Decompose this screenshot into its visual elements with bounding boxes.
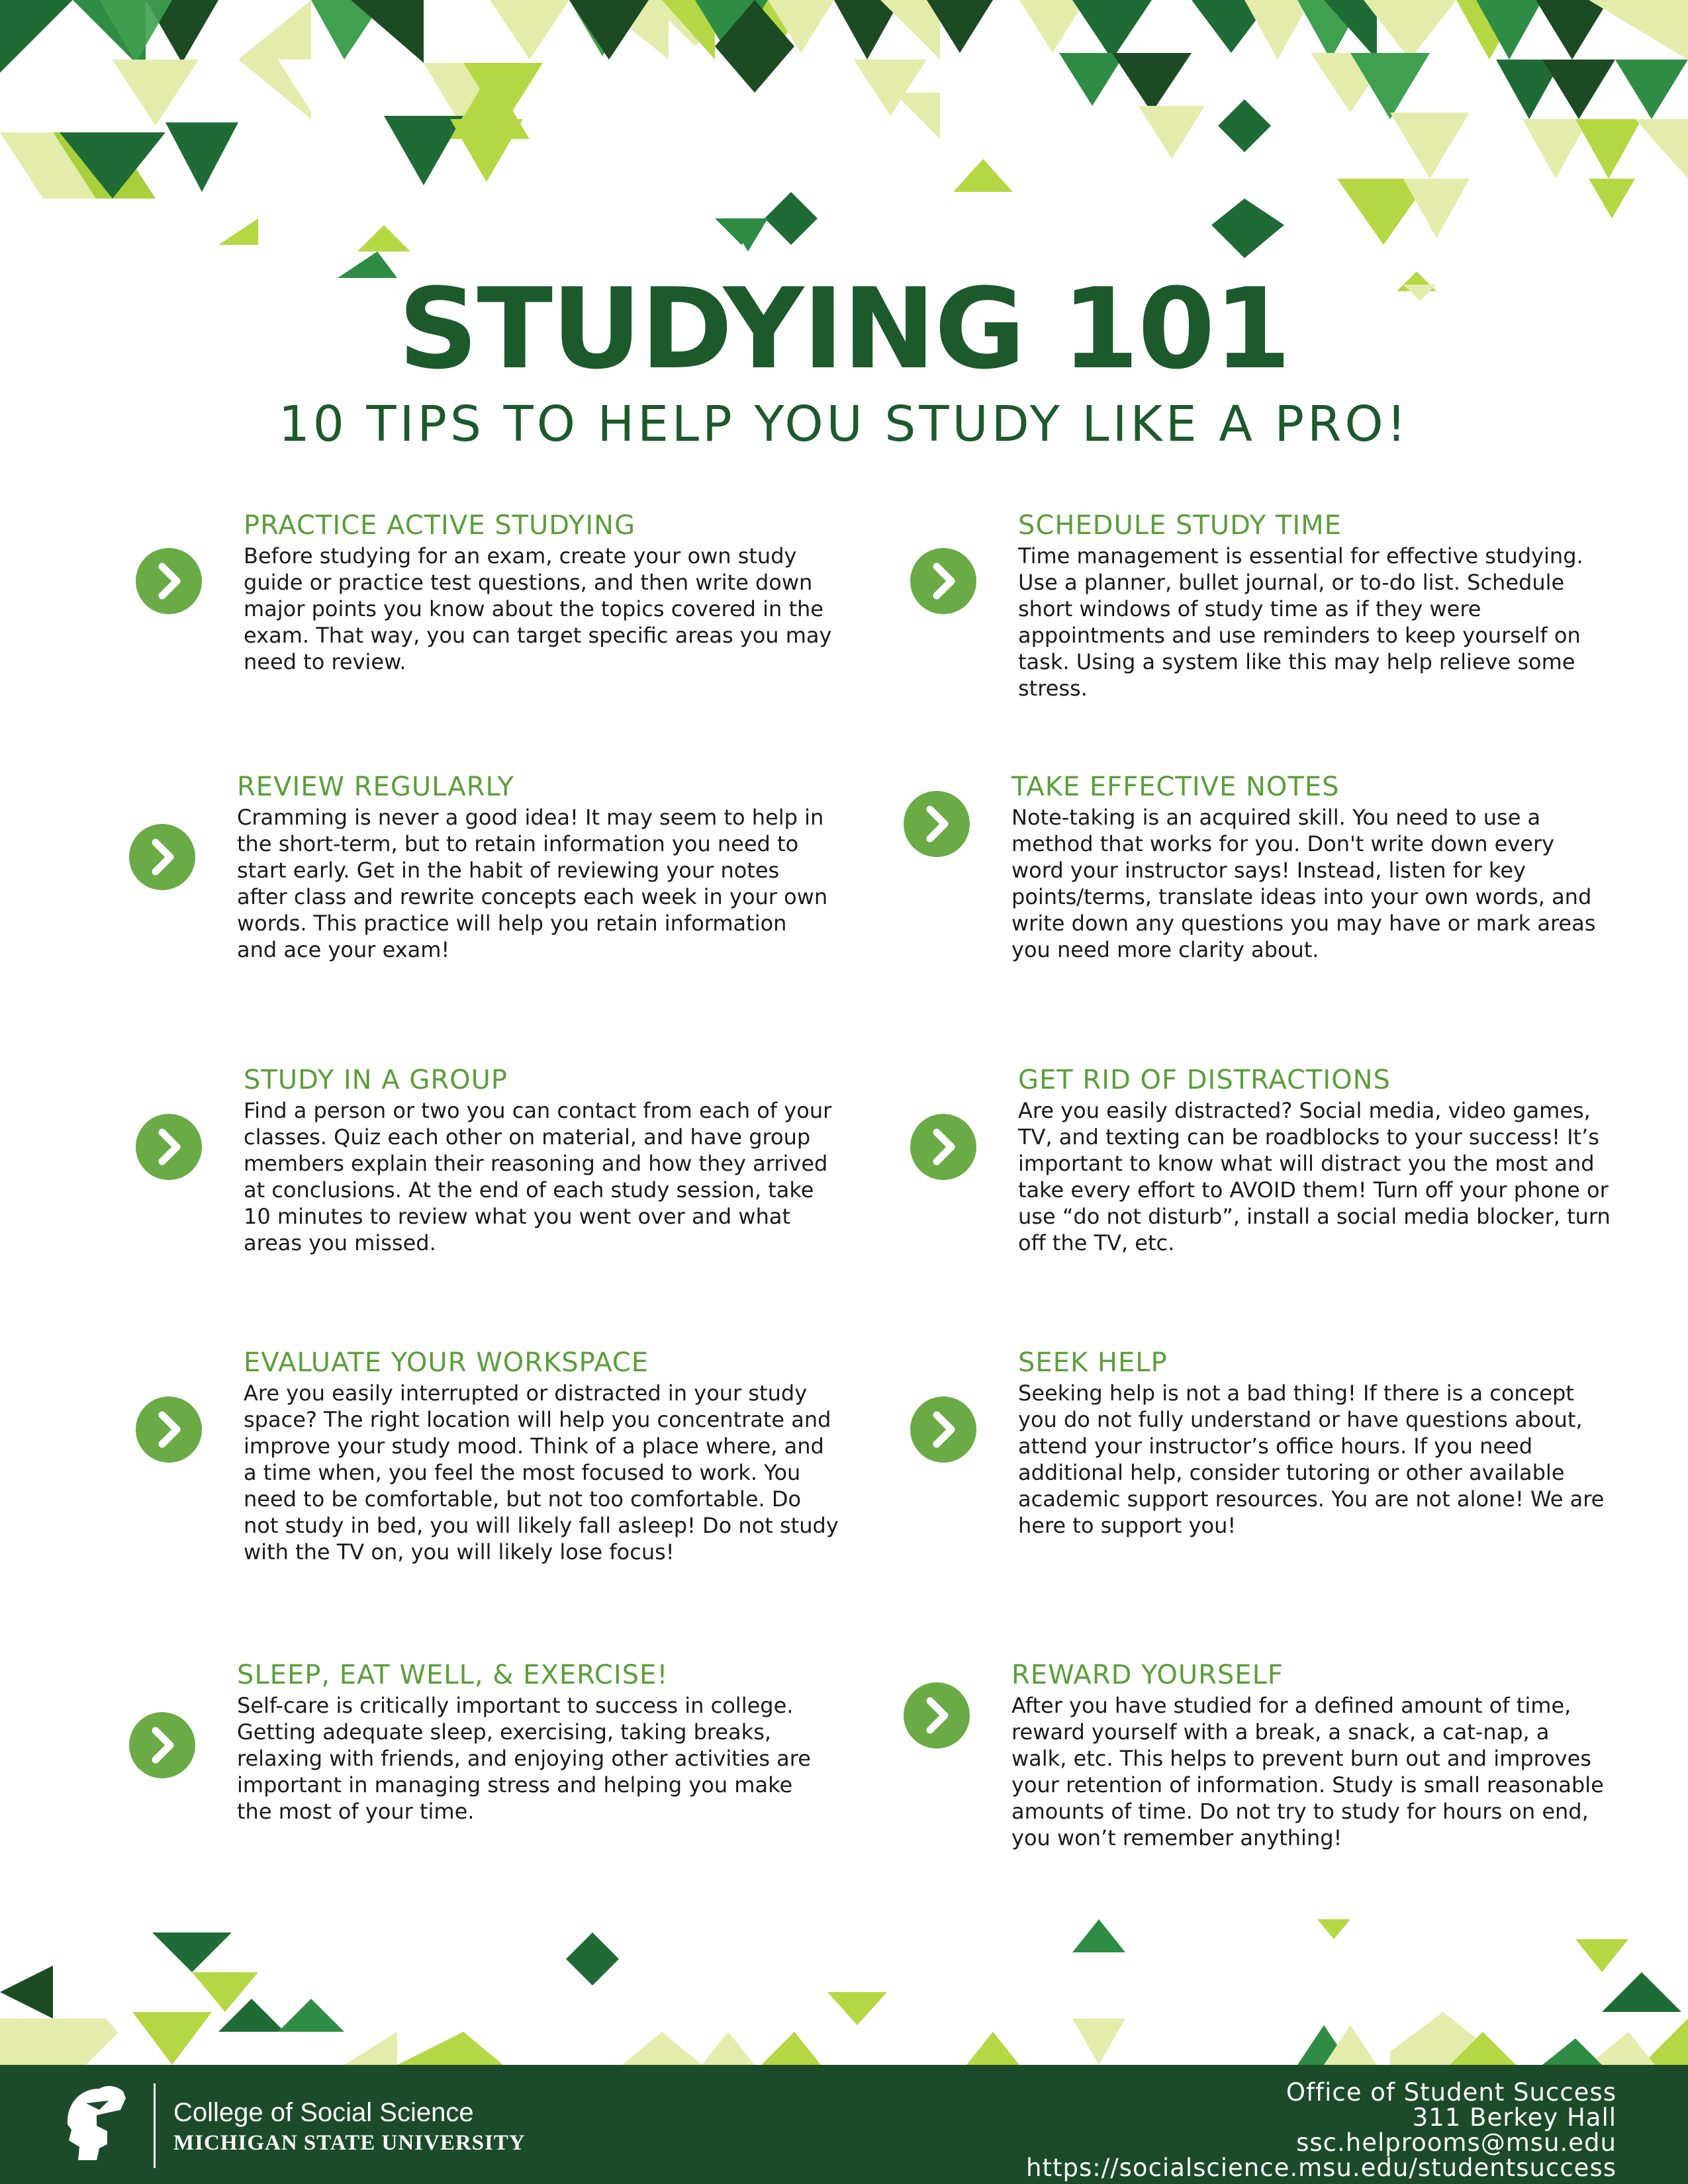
bottom-geometric-pattern (0, 1919, 1688, 2065)
office-name: Office of Student Success (1286, 2078, 1617, 2107)
tip-body: Are you easily interrupted or distracted in your study space? The right location will help you concentrate and improve your study mood. Think of a place where, and a time when, you feel the most focused to work. You need to be comfortable, but not too comfortable. Do not study in bed, you will likely fall asleep! Do not study with the TV on, you will likely lose focus! (244, 1381, 839, 1565)
tip-body: After you have studied for a defined amount of time, reward yourself with a break, a snack, a cat-nap, a walk, etc. This helps to prevent burn out and improves your retention of information. Study is small reasonable amounts of time. Do not try to study for hours on end, you won’t remember anything! (1011, 1693, 1604, 1850)
tip-review-regularly (237, 771, 833, 963)
chevron-right-icon (136, 1396, 202, 1463)
tip-title: TAKE EFFECTIVE NOTES (1011, 772, 1340, 802)
tip-title: SLEEP, EAT WELL, & EXERCISE! (237, 1660, 669, 1690)
tip-get-rid-of-distractions (1018, 1064, 1614, 1256)
tip-body: Self-care is critically important to success in college. Getting adequate sleep, exercising, taking breaks, relaxing with friends, and enjoying other activities are important in managing stress and helping you make the most of your time. (237, 1693, 811, 1824)
tip-body: Cramming is never a good idea! It may seem to help in the short-term, but to retain information you need to start early. Get in the habit of reviewing your notes after class and rewrite concepts each week in your own words. This practice will help you retain information and ace your exam! (237, 805, 828, 962)
university-name: MICHIGAN STATE UNIVERSITY (173, 2131, 526, 2155)
tip-title: SEEK HELP (1018, 1347, 1168, 1378)
tip-body: Time management is essential for effective studying. Use a planner, bullet journal, or to-do list. Schedule short windows of study time as if they were appointments and use reminders to keep yourself on task. Using a system like this may help relieve some stress. (1018, 543, 1583, 701)
tip-practice-active-studying (244, 510, 839, 675)
spartan-helmet-logo (60, 2083, 132, 2166)
tip-reward-yourself (1011, 1659, 1607, 1851)
page-subtitle: 10 TIPS TO HELP YOU STUDY LIKE A PRO! (278, 396, 1410, 453)
chevron-right-icon (910, 1114, 976, 1180)
tip-title: SCHEDULE STUDY TIME (1018, 510, 1342, 541)
tip-take-effective-notes (1011, 771, 1607, 963)
chevron-right-icon (129, 1712, 195, 1778)
footer (0, 2065, 1688, 2184)
tip-body: Find a person or two you can contact from each of your classes. Quiz each other on material, and have group members explain their reasoning and how they arrived at conclusions. At the end of each study session, take 10 minutes to review what you went over and what areas you missed. (244, 1098, 832, 1255)
chevron-right-icon (910, 548, 976, 614)
tip-evaluate-your-workspace (244, 1347, 839, 1565)
tip-title: GET RID OF DISTRACTIONS (1018, 1065, 1391, 1095)
tip-title: EVALUATE YOUR WORKSPACE (244, 1347, 649, 1378)
chevron-right-icon (129, 824, 195, 890)
tip-body: Are you easily distracted? Social media, video games, TV, and texting can be roadblocks to your success! It’s important to know what will distract you the most and take every effort to AVOID them! Turn off your phone or use “do not disturb”, install a social media blocker, turn off the TV, etc. (1018, 1098, 1611, 1255)
chevron-right-icon (136, 1114, 202, 1180)
office-address: 311 Berkey Hall (1412, 2103, 1617, 2132)
college-name: College of Social Science (173, 2098, 474, 2127)
tip-body: Seeking help is not a bad thing! If there is a concept you do not fully understand or have questions about, attend your instructor’s office hours. If you need additional help, consider tutoring or other available academic support resources. You are not alone! We are here to support you! (1018, 1381, 1605, 1538)
tip-title: REVIEW REGULARLY (237, 772, 514, 802)
tip-schedule-study-time (1018, 510, 1614, 702)
tip-title: REWARD YOURSELF (1011, 1660, 1284, 1690)
tip-body: Before studying for an exam, create your own study guide or practice test questions, and then write down major points you know about the topics covered in the exam. That way, you can target specific areas you may need to review. (244, 543, 832, 674)
chevron-right-icon (904, 1682, 970, 1749)
chevron-right-icon (910, 1396, 976, 1463)
tip-study-in-a-group (244, 1064, 839, 1256)
office-url[interactable]: https://socialscience.msu.edu/studentsuccess (1026, 2154, 1617, 2182)
chevron-right-icon (136, 548, 202, 614)
page-title: STUDYING 101 (398, 264, 1290, 394)
tip-sleep-eat-exercise (237, 1659, 833, 1825)
chevron-right-icon (904, 791, 970, 857)
tip-seek-help (1018, 1347, 1614, 1539)
tip-title: PRACTICE ACTIVE STUDYING (244, 510, 636, 541)
tip-body: Note-taking is an acquired skill. You need to use a method that works for you. Don't write down every word your instructor says! Instead, listen for key points/terms, translate ideas into your own words, and write down any questions you may have or mark areas you need more clarity about. (1011, 805, 1596, 962)
office-email[interactable]: ssc.helprooms@msu.edu (1296, 2128, 1617, 2157)
footer-divider (154, 2083, 156, 2168)
tip-title: STUDY IN A GROUP (244, 1065, 508, 1095)
